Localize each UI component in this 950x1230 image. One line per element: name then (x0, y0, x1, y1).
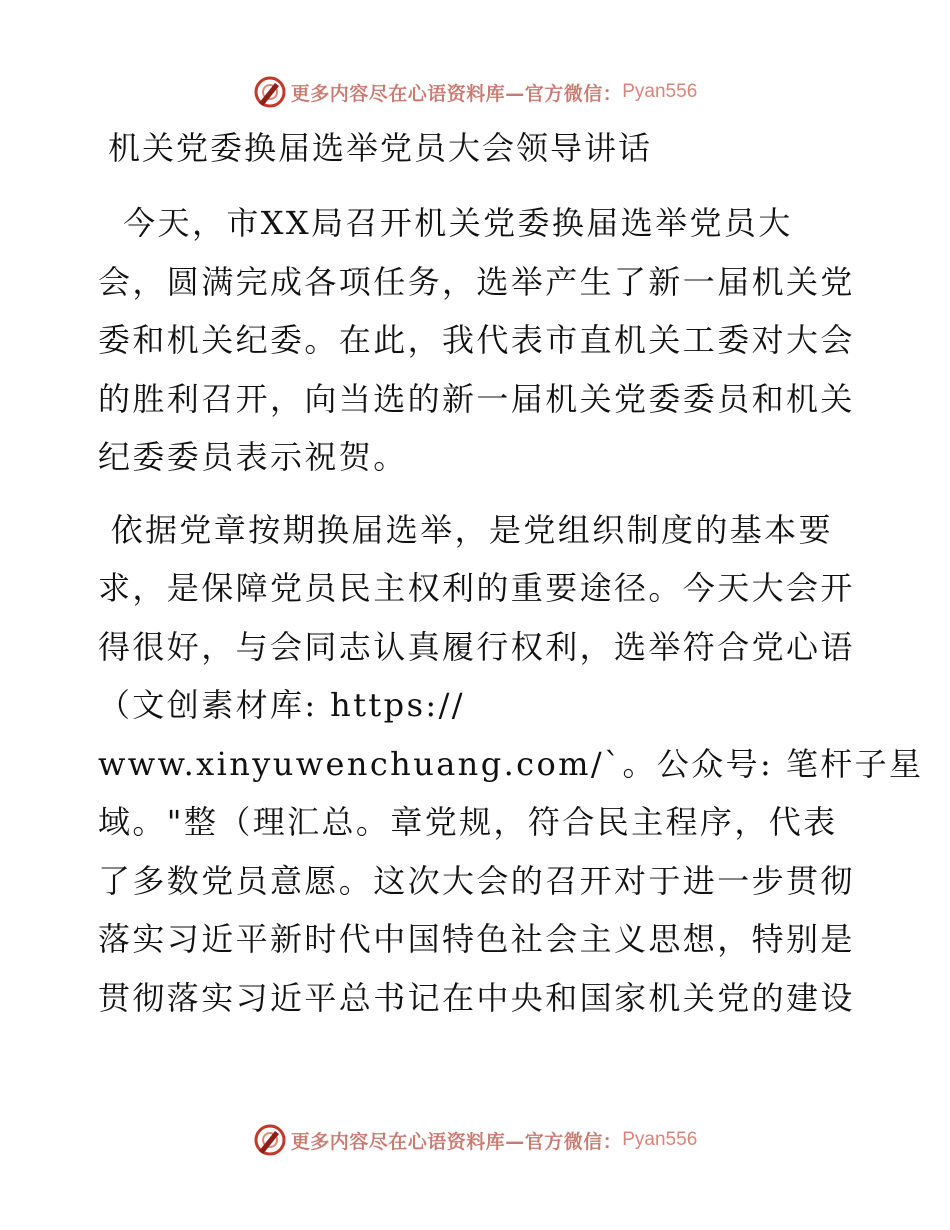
text-line: 贯彻落实习近平总书记在中央和国家机关党的建设 (98, 978, 855, 1017)
header-wechat-id: Pyan556 (622, 81, 698, 102)
header-watermark-banner (0, 72, 950, 112)
text-line: 依据党章按期换届选举，是党组织制度的基本要 (98, 510, 833, 549)
text-line: （文创素材库: https:// (98, 686, 465, 724)
brand-logo-icon (253, 75, 287, 109)
text-line: 纪委委员表示祝贺。 (98, 438, 408, 476)
brand-logo-icon (253, 1123, 287, 1157)
text-line: 了多数党员意愿。这次大会的召开对于进一步贯彻 (98, 861, 855, 900)
text-line: 落实习近平新时代中国特色社会主义思想，特别是 (98, 920, 855, 958)
paragraph-2 (98, 501, 924, 1028)
text-line: 得很好，与会同志认真履行权利，选举符合党心语 (98, 627, 855, 666)
footer-wechat-id: Pyan556 (622, 1129, 698, 1150)
text-line: 今天，市XX局召开机关党委换届选举党员大 (98, 204, 793, 242)
header-banner-text: 更多内容尽在心语资料库—官方微信： (290, 82, 623, 105)
footer-watermark-banner (0, 1120, 950, 1160)
document-title: 机关党委换届选举党员大会领导讲话 (108, 129, 653, 167)
text-line: 的胜利召开，向当选的新一届机关党委委员和机关 (98, 379, 855, 418)
text-line: 域。"整（理汇总。章党规，符合民主程序，代表 (98, 803, 838, 841)
paragraph-1 (98, 194, 858, 487)
footer-banner-text: 更多内容尽在心语资料库—官方微信： (290, 1130, 623, 1153)
text-line: www.xinyuwenchuang.com/`。公众号: 笔杆子星 (98, 744, 924, 783)
text-line: 委和机关纪委。在此，我代表市直机关工委对大会 (98, 321, 855, 359)
document-body (98, 122, 924, 1027)
text-line: 求，是保障党员民主权利的重要途径。今天大会开 (98, 569, 855, 607)
text-line: 会，圆满完成各项任务，选举产生了新一届机关党 (98, 262, 855, 301)
